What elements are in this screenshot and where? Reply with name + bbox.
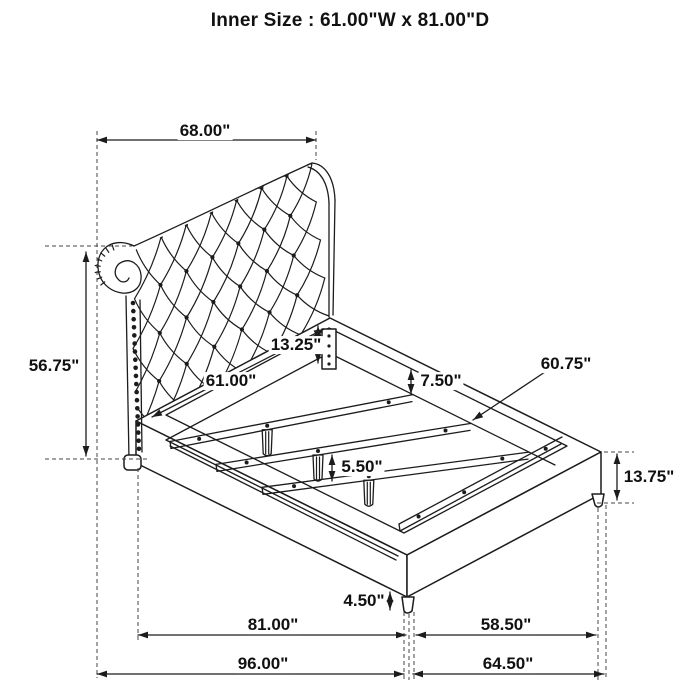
dim-slat-length-label: 60.75" bbox=[540, 354, 592, 374]
dim-headboard-width-label: 68.00" bbox=[179, 121, 231, 141]
dim-leg-span-depth-label: 58.50" bbox=[480, 615, 532, 635]
headboard-foot bbox=[124, 455, 141, 470]
dim-rail-to-slat-gap-label: 7.50" bbox=[420, 371, 462, 391]
dim-inner-depth-label: 81.00" bbox=[247, 615, 299, 635]
dim-inner-width-label: 61.00" bbox=[205, 371, 257, 391]
dim-headboard-height-label: 56.75" bbox=[28, 356, 80, 376]
dim-rail-height-label: 13.25" bbox=[270, 335, 322, 355]
dim-overall-foot-width-label: 64.50" bbox=[482, 654, 534, 674]
dim-slat-leg-height-label: 5.50" bbox=[341, 457, 383, 477]
dim-footboard-height-label: 13.75" bbox=[623, 467, 675, 487]
diagram-title: Inner Size : 61.00"W x 81.00"D bbox=[210, 10, 490, 31]
dim-base-leg-height-label: 4.50" bbox=[343, 591, 385, 611]
dim-overall-depth-label: 96.00" bbox=[237, 654, 289, 674]
